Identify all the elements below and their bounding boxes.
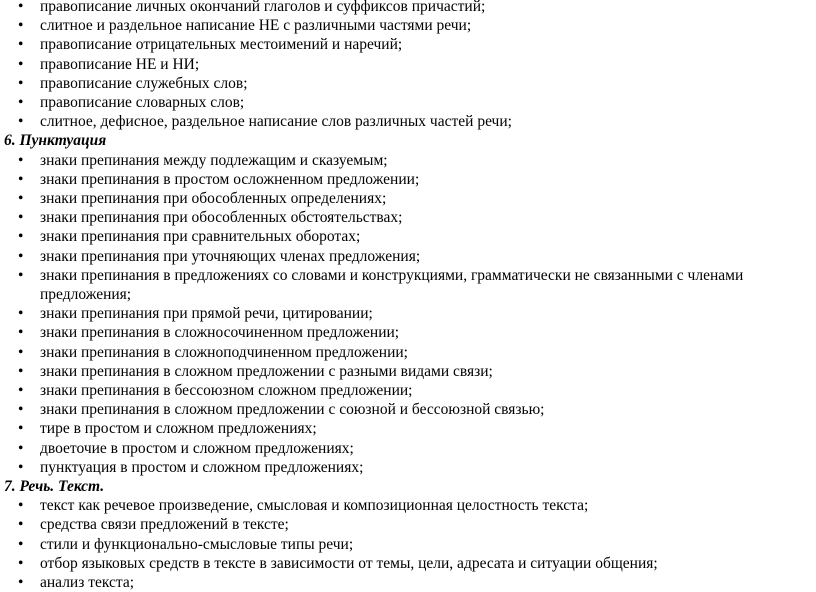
list-item xyxy=(0,55,816,74)
list-item-text: средства связи предложений в тексте; xyxy=(40,516,289,534)
list-item xyxy=(0,0,816,16)
bullet-icon: • xyxy=(18,228,24,246)
list-item-text: тире в простом и сложном предложениях; xyxy=(40,420,317,438)
list-item-text: анализ текста; xyxy=(40,574,135,592)
list-item-text: двоеточие в простом и сложном предложениях; xyxy=(40,439,354,457)
bullet-icon: • xyxy=(18,362,24,380)
list-item xyxy=(0,496,816,515)
list-item xyxy=(0,458,816,477)
list-item xyxy=(0,515,816,534)
list-item-text: знаки препинания при уточняющих членах предложения; xyxy=(40,247,421,265)
list-item xyxy=(0,400,816,419)
list-item-text: правописание служебных слов; xyxy=(40,74,248,92)
list-item xyxy=(0,93,816,112)
list-item-text: знаки препинания при сравнительных оборотах; xyxy=(40,228,361,246)
list-item-text: знаки препинания при обособленных определениях; xyxy=(40,190,387,208)
list-item xyxy=(0,247,816,266)
list-item-text: правописание личных окончаний глаголов и суффиксов причастий; xyxy=(40,0,486,15)
list-item-text: знаки препинания при обособленных обстоятельствах; xyxy=(40,209,403,227)
list-item xyxy=(0,74,816,93)
bullet-icon: • xyxy=(18,305,24,323)
list-item xyxy=(0,554,816,573)
bullet-icon: • xyxy=(18,554,24,572)
bullet-icon: • xyxy=(18,382,24,400)
bullet-icon: • xyxy=(18,0,24,15)
bullet-icon: • xyxy=(18,247,24,265)
list-item xyxy=(0,535,816,554)
list-item xyxy=(0,343,816,362)
bullet-icon: • xyxy=(18,439,24,457)
list-item xyxy=(0,323,816,342)
list-item-text: знаки препинания в предложениях со словами и конструкциями, грамматически не связанными с членами предложения; xyxy=(40,266,744,304)
section6-list xyxy=(0,151,816,477)
list-item-text: пунктуация в простом и сложном предложениях; xyxy=(40,458,364,476)
list-item-text: отбор языковых средств в тексте в зависимости от темы, цели, адресата и ситуации общения; xyxy=(40,554,658,572)
list-item xyxy=(0,16,816,35)
bullet-icon: • xyxy=(18,535,24,553)
list-item-text: знаки препинания между подлежащим и сказуемым; xyxy=(40,151,388,169)
bullet-icon: • xyxy=(18,401,24,419)
list-item-text: слитное и раздельное написание НЕ с различными частями речи; xyxy=(40,17,472,35)
list-item xyxy=(0,304,816,323)
bullet-icon: • xyxy=(18,343,24,361)
bullet-icon: • xyxy=(18,170,24,188)
list-item-text: знаки препинания в бессоюзном сложном предложении; xyxy=(40,382,413,400)
list-item xyxy=(0,35,816,54)
list-item-text: знаки препинания при прямой речи, цитировании; xyxy=(40,305,373,323)
list-item xyxy=(0,381,816,400)
bullet-icon: • xyxy=(18,94,24,112)
list-item xyxy=(0,112,816,131)
bullet-icon: • xyxy=(18,151,24,169)
bullet-icon: • xyxy=(18,420,24,438)
bullet-icon: • xyxy=(18,516,24,534)
section7-heading: 7. Речь. Текст. xyxy=(4,478,105,496)
list-item xyxy=(0,151,816,170)
bullet-icon: • xyxy=(18,55,24,73)
section5-list xyxy=(0,0,816,131)
list-item xyxy=(0,170,816,189)
bullet-icon: • xyxy=(18,17,24,35)
list-item xyxy=(0,439,816,458)
bullet-icon: • xyxy=(18,190,24,208)
list-item-text: правописание отрицательных местоимений и наречий; xyxy=(40,36,403,54)
bullet-icon: • xyxy=(18,324,24,342)
list-item xyxy=(0,189,816,208)
list-item xyxy=(0,208,816,227)
bullet-icon: • xyxy=(18,74,24,92)
list-item xyxy=(0,266,816,304)
list-item-text: знаки препинания в сложносочиненном предложении; xyxy=(40,324,400,342)
list-item-text: текст как речевое произведение, смысловая и композиционная целостность текста; xyxy=(40,497,589,515)
list-item-text: знаки препинания в сложном предложении с союзной и бессоюзной связью; xyxy=(40,401,545,419)
list-item-text: знаки препинания в простом осложненном предложении; xyxy=(40,170,420,188)
list-item-text: знаки препинания в сложном предложении с разными видами связи; xyxy=(40,362,493,380)
bullet-icon: • xyxy=(18,266,24,284)
list-item-text: слитное, дефисное, раздельное написание слов различных частей речи; xyxy=(40,113,512,131)
section6-heading: 6. Пунктуация xyxy=(4,132,107,150)
list-item xyxy=(0,362,816,381)
bullet-icon: • xyxy=(18,113,24,131)
bullet-icon: • xyxy=(18,574,24,592)
bullet-icon: • xyxy=(18,458,24,476)
list-item-text: правописание словарных слов; xyxy=(40,94,245,112)
list-item-text: знаки препинания в сложноподчиненном предложении; xyxy=(40,343,408,361)
list-item xyxy=(0,419,816,438)
list-item xyxy=(0,227,816,246)
list-item-text: правописание НЕ и НИ; xyxy=(40,55,200,73)
bullet-icon: • xyxy=(18,209,24,227)
list-item-text: стили и функционально-смысловые типы речи; xyxy=(40,535,354,553)
list-item xyxy=(0,573,816,592)
section7-list xyxy=(0,496,816,592)
bullet-icon: • xyxy=(18,497,24,515)
bullet-icon: • xyxy=(18,36,24,54)
